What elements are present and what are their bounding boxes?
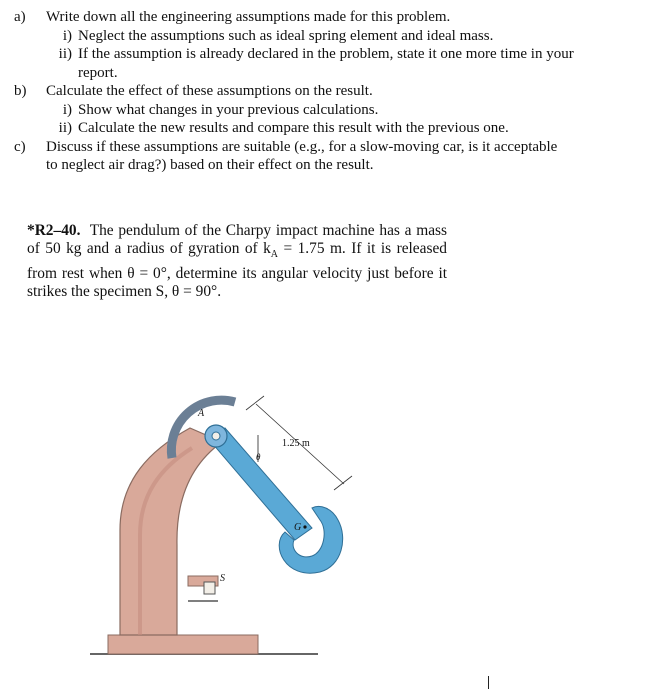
assignment-questions: [14, 8, 644, 175]
question-text-line: report.: [78, 64, 118, 81]
question-text-line: to neglect air drag?) based on their effect on the result.: [46, 157, 374, 173]
problem-number: *R2–40.: [27, 222, 81, 239]
question-text-line: If the assumption is already declared in the problem, state it one more time in your: [78, 46, 574, 62]
question-label: ii): [58, 46, 72, 62]
question-b-i: [14, 101, 644, 120]
question-label: a): [14, 9, 26, 25]
question-b-ii: [14, 119, 644, 138]
question-text: [46, 138, 557, 175]
question-label: ii): [58, 120, 72, 136]
label-theta: θ: [256, 452, 261, 462]
label-G: G: [294, 522, 302, 533]
question-text: Calculate the effect of these assumptions on the result.: [46, 83, 373, 99]
question-text: [78, 45, 644, 82]
question-a: [14, 8, 644, 27]
question-text: Calculate the new results and compare this result with the previous one.: [78, 120, 509, 136]
problem-text-part1: The pendulum of the Charpy impact machine has a mass of 50 kg and a radius of gyration of k: [27, 222, 448, 258]
label-dimension: 1.25 m: [282, 438, 310, 449]
question-label: b): [14, 83, 27, 99]
question-a-ii: [14, 45, 644, 82]
center-of-mass-dot: [303, 525, 306, 528]
subscript-A: A: [270, 249, 279, 261]
question-text: Write down all the engineering assumptions made for this problem.: [46, 9, 451, 25]
question-text-line: Discuss if these assumptions are suitable (e.g., for a slow-moving car, is it acceptable: [46, 138, 558, 155]
problem-text-part2: = 1.75 m. If it is released from rest when θ = 0°, determine its angular velocity just before it strikes the specimen S, θ = 90°.: [27, 240, 447, 300]
question-label: c): [14, 138, 26, 155]
question-label: i): [62, 101, 72, 118]
dimension-tick-top: [246, 396, 264, 410]
machine-frame: [120, 428, 222, 635]
charpy-pendulum-figure: [80, 380, 360, 660]
problem-statement: [27, 222, 447, 301]
dimension-tick-bottom: [334, 476, 352, 490]
label-S: S: [220, 573, 225, 584]
question-text: Neglect the assumptions such as ideal spring element and ideal mass.: [78, 27, 494, 44]
base-block: [108, 635, 258, 654]
text-cursor: [488, 676, 489, 689]
question-label: i): [62, 27, 72, 44]
question-a-i: [14, 27, 644, 46]
specimen-S: [204, 582, 215, 594]
question-text: Show what changes in your previous calculations.: [78, 101, 379, 118]
question-c: [14, 138, 644, 175]
label-A: A: [198, 408, 205, 419]
pivot-pin: [212, 432, 220, 440]
question-b: [14, 82, 644, 101]
